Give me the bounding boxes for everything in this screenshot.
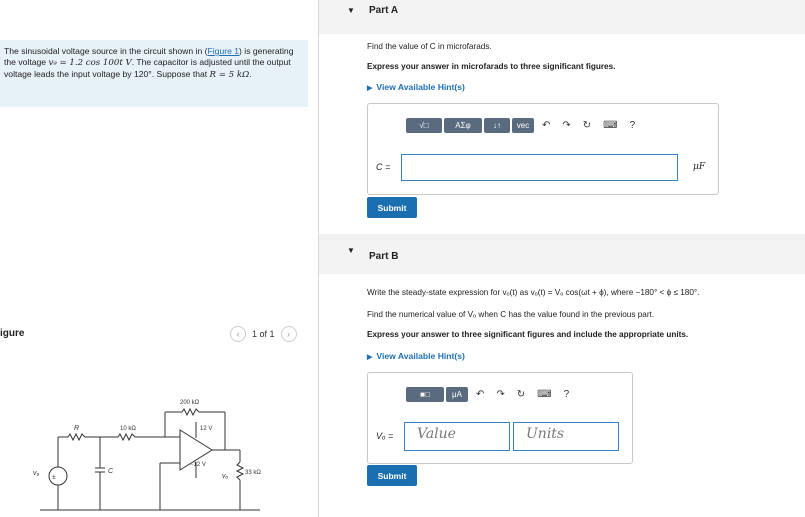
part-b-submit-button[interactable]: Submit (367, 465, 417, 486)
part-a-hint-link[interactable] (367, 82, 465, 92)
math-toolbar (406, 118, 641, 133)
label-10k: 10 kΩ (120, 426, 136, 432)
part-a (319, 0, 805, 234)
label-200k: 200 kΩ (180, 400, 200, 406)
pager-text: 1 of 1 (252, 329, 275, 339)
keyboard-icon[interactable]: ⌨ (603, 120, 618, 131)
prev-figure-button[interactable]: ‹ (230, 326, 246, 342)
part-b (319, 240, 805, 517)
hint-label: View Available Hint(s) (376, 351, 465, 361)
figure-label: igure (0, 328, 25, 339)
arrows-button[interactable]: ↓↑ (484, 118, 510, 133)
redo-icon[interactable]: ↷ (496, 389, 505, 400)
part-a-submit-button[interactable]: Submit (367, 197, 417, 218)
unit-label: μF (693, 162, 706, 172)
part-a-header[interactable] (319, 0, 805, 34)
resistor-33k (237, 462, 243, 480)
r-expression: R = 5 kΩ (209, 70, 250, 80)
redo-icon[interactable]: ↷ (562, 120, 571, 131)
label-r: R (74, 425, 80, 432)
answer-panel (319, 0, 805, 517)
help-icon[interactable]: ? (563, 389, 570, 400)
vo-field-label: Vₒ = (376, 431, 394, 441)
part-a-question: Find the value of C in microfarads. (367, 42, 492, 51)
problem-text: The sinusoidal voltage source in the circuit shown in ( (4, 46, 208, 56)
part-a-title: Part A (369, 5, 399, 16)
part-b-title: Part B (369, 251, 399, 262)
undo-icon[interactable]: ↶ (476, 389, 485, 400)
hint-label: View Available Hint(s) (376, 82, 465, 92)
resistor-10k (100, 434, 165, 440)
c-input[interactable] (401, 154, 678, 181)
units-toolbar (406, 387, 575, 402)
value-input[interactable] (404, 422, 510, 451)
next-figure-button[interactable]: › (281, 326, 297, 342)
problem-panel (0, 0, 319, 517)
label-neg12v: −12 V (190, 462, 206, 468)
vg-expression: v₉ = 1.2 cos 100t V (48, 58, 132, 68)
value-placeholder: Value (417, 426, 456, 442)
part-b-answer-box (367, 372, 633, 464)
label-12v: 12 V (200, 426, 213, 432)
reset-icon[interactable]: ↻ (582, 120, 592, 131)
label-33k: 33 kΩ (245, 470, 261, 476)
part-a-instruction: Express your answer in microfarads to three significant figures. (367, 62, 616, 71)
reset-icon[interactable]: ↻ (516, 389, 526, 400)
collapse-icon: ▼ (347, 246, 355, 255)
collapse-icon: ▼ (347, 6, 355, 15)
undo-icon[interactable]: ↶ (542, 120, 551, 131)
greek-button[interactable]: ΑΣφ (444, 118, 482, 133)
caret-right-icon: ▶ (367, 354, 373, 361)
source-plus-minus: ± (52, 474, 56, 481)
label-c: C (108, 468, 114, 475)
part-b-instruction: Express your answer to three significant figures and include the appropriate units. (367, 330, 689, 339)
part-b-header[interactable] (319, 240, 805, 274)
part-b-question-2: Find the numerical value of Vₒ when C has the value found in the previous part. (367, 310, 655, 319)
c-field-label: C = (376, 162, 391, 172)
figure-link[interactable]: Figure 1 (207, 46, 240, 56)
resistor-200k (165, 409, 225, 415)
units-input[interactable] (513, 422, 619, 451)
units-placeholder: Units (526, 426, 565, 442)
units-button[interactable]: μA (446, 387, 468, 402)
problem-statement (0, 40, 308, 107)
template-button[interactable]: √□ (406, 118, 442, 133)
part-b-hint-link[interactable] (367, 351, 465, 361)
part-a-answer-box (367, 103, 719, 195)
help-icon[interactable]: ? (629, 120, 636, 131)
label-vo: vₒ (222, 473, 229, 480)
resistor-r (58, 434, 100, 440)
problem-text: ) is generating the voltage (4, 46, 294, 67)
keyboard-icon[interactable]: ⌨ (537, 389, 552, 400)
caret-right-icon: ▶ (367, 85, 373, 92)
part-b-question-1: Write the steady-state expression for vₒ(t) as vₒ(t) = Vₒ cos(ωt + ϕ), where −180° < ϕ ≤ 180°. (367, 288, 700, 297)
figure-pager (230, 326, 297, 342)
problem-text: . The capacitor is adjusted until the output voltage leads the input voltage by 120°. Suppose that (4, 57, 291, 79)
vector-button[interactable]: vec (512, 118, 534, 133)
problem-text: . (249, 69, 252, 79)
template-button[interactable]: ■□ (406, 387, 444, 402)
circuit-diagram[interactable] (0, 380, 318, 517)
label-vg: v₉ (33, 470, 40, 477)
